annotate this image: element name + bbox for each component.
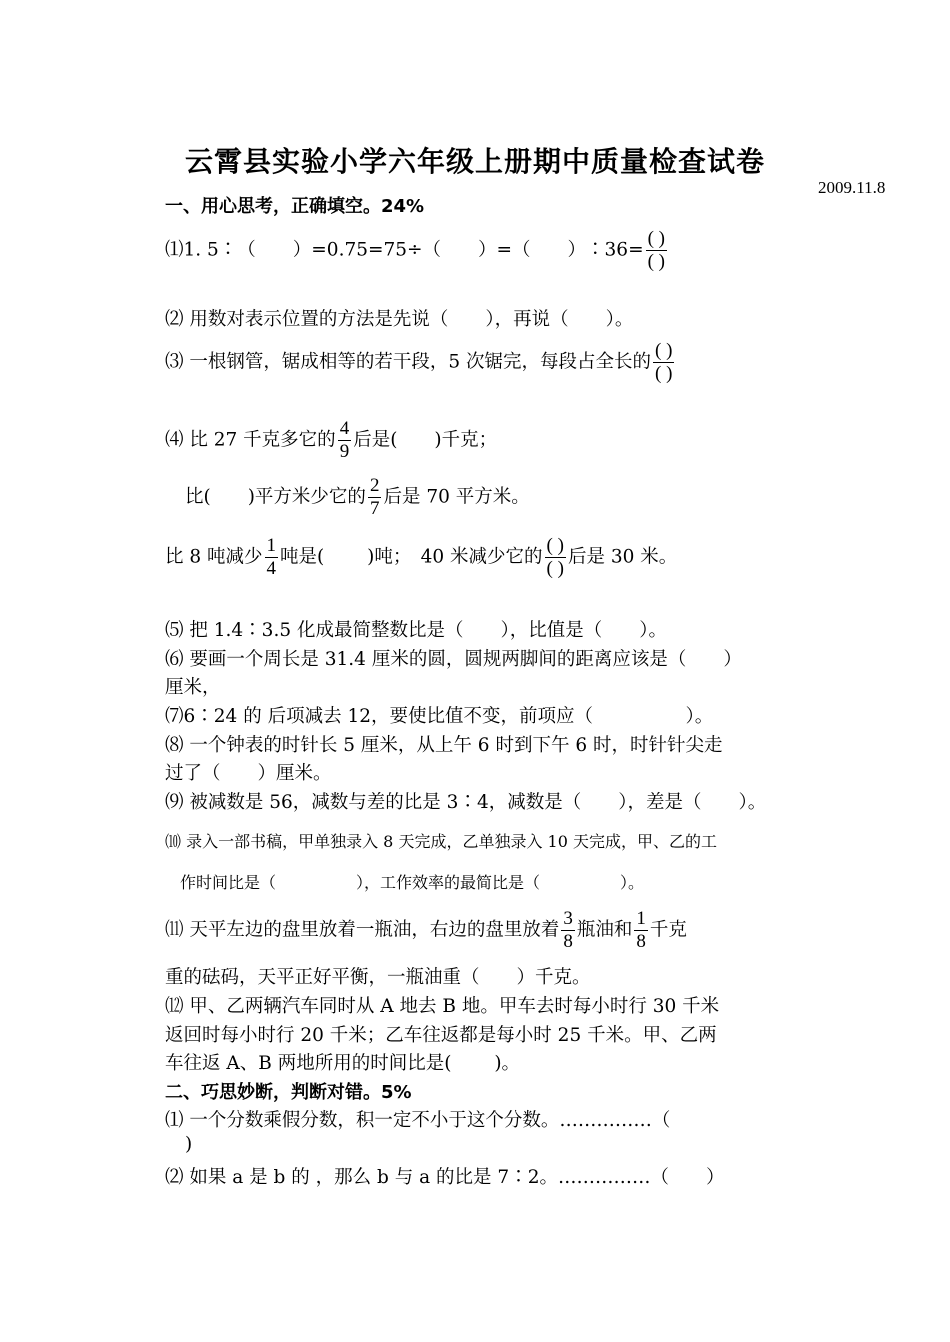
question-5: ⑸ 把 1.4∶3.5 化成最简整数比是（ ），比值是（ ）。 [165,620,667,641]
question-3 [165,340,676,385]
question-6-line-1: ⑹ 要画一个周长是 31.4 厘米的圆，圆规两脚间的距离应该是（ ） [165,649,742,670]
q4-l3-tail: 后是 30 米。 [567,546,678,568]
judgment-2: ⑵ 如果 a 是 b 的 ，那么 b 与 a 的比是 7∶2。……………（ ） [165,1167,725,1188]
question-12-line-3: 车往返 A、B 两地所用的时间比是( )。 [165,1053,521,1074]
question-12-line-2: 返回时每小时行 20 千米；乙车往返都是每小时 25 千米。甲、乙两 [165,1025,717,1046]
q4-l3-text: 比 8 吨减少 [165,546,263,568]
q11-mid: 瓶油和 [576,919,633,941]
page-title: 云霄县实验小学六年级上册期中质量检查试卷 [184,145,765,178]
section-1-heading: 一、用心思考，正确填空。24% [165,196,425,217]
question-10-line-1: ⑽ 录入一部书稿，甲单独录入 8 天完成，乙单独录入 10 天完成，甲、乙的工 [165,832,717,851]
question-7: ⑺6∶24 的 后项减去 12，要使比值不变，前项应（ ）。 [165,706,714,727]
question-11-line-1 [165,908,687,953]
question-3-text: ⑶ 一根钢管，锯成相等的若干段，5 次锯完，每段占全长的 [165,351,652,373]
fraction-blank: $\frac{( )}{( )}$ [546,535,564,579]
fraction-1-8: $\frac{1}{8}$ [636,908,646,952]
section-2-heading: 二、巧思妙断，判断对错。5% [165,1082,412,1103]
q4-l3-mid: 吨是( )吨； 40 米减少它的 [280,546,543,568]
fraction-blank: $\frac{( )}{( )}$ [647,228,665,272]
question-11-line-2: 重的砝码，天平正好平衡，一瓶油重（ ）千克。 [165,967,591,988]
q11-text: ⑾ 天平左边的盘里放着一瓶油，右边的盘里放着 [165,919,560,941]
question-9: ⑼ 被减数是 56，减数与差的比是 3∶4，减数是（ ），差是（ ）。 [165,792,767,813]
question-10-line-2: 作时间比是（ ），工作效率的最简比是（ ）。 [180,873,645,892]
fraction-2-7: $\frac{2}{7}$ [369,475,380,519]
q4-l2-tail: 后是 70 平方米。 [383,486,530,508]
exam-date: 2009.11.8 [818,178,886,197]
fraction-1-4: $\frac{1}{4}$ [266,535,277,579]
q4-l1-tail: 后是( )千克； [353,429,498,451]
fraction-blank: $\frac{( )}{( )}$ [655,340,673,384]
q4-l1-text: ⑷ 比 27 千克多它的 [165,429,336,451]
fraction-4-9: $\frac{4}{9}$ [339,418,350,462]
question-12-line-1: ⑿ 甲、乙两辆汽车同时从 A 地去 B 地。甲车去时每小时行 30 千米 [165,996,720,1017]
judgment-1-line-2: ) [185,1134,193,1155]
q11-tail: 千克 [649,919,687,941]
question-4-line-2 [185,475,530,520]
judgment-1-line-1: ⑴ 一个分数乘假分数，积一定不小于这个分数。……………（ [165,1110,671,1131]
question-8-line-2: 过了（ ）厘米。 [165,763,332,784]
fraction-3-8: $\frac{3}{8}$ [563,908,573,952]
q4-l2-text: 比( )平方米少它的 [185,486,366,508]
question-4-line-1 [165,418,497,463]
question-8-line-1: ⑻ 一个钟表的时针长 5 厘米，从上午 6 时到下午 6 时，时针针尖走 [165,735,723,756]
question-2: ⑵ 用数对表示位置的方法是先说（ ），再说（ ）。 [165,309,634,330]
question-4-line-3 [165,535,677,580]
question-1 [165,228,669,273]
question-6-line-2: 厘米， [165,677,221,698]
question-1-text: ⑴1. 5∶（ ）=0.75=75÷（ ）=（ ）∶36= [165,239,644,261]
